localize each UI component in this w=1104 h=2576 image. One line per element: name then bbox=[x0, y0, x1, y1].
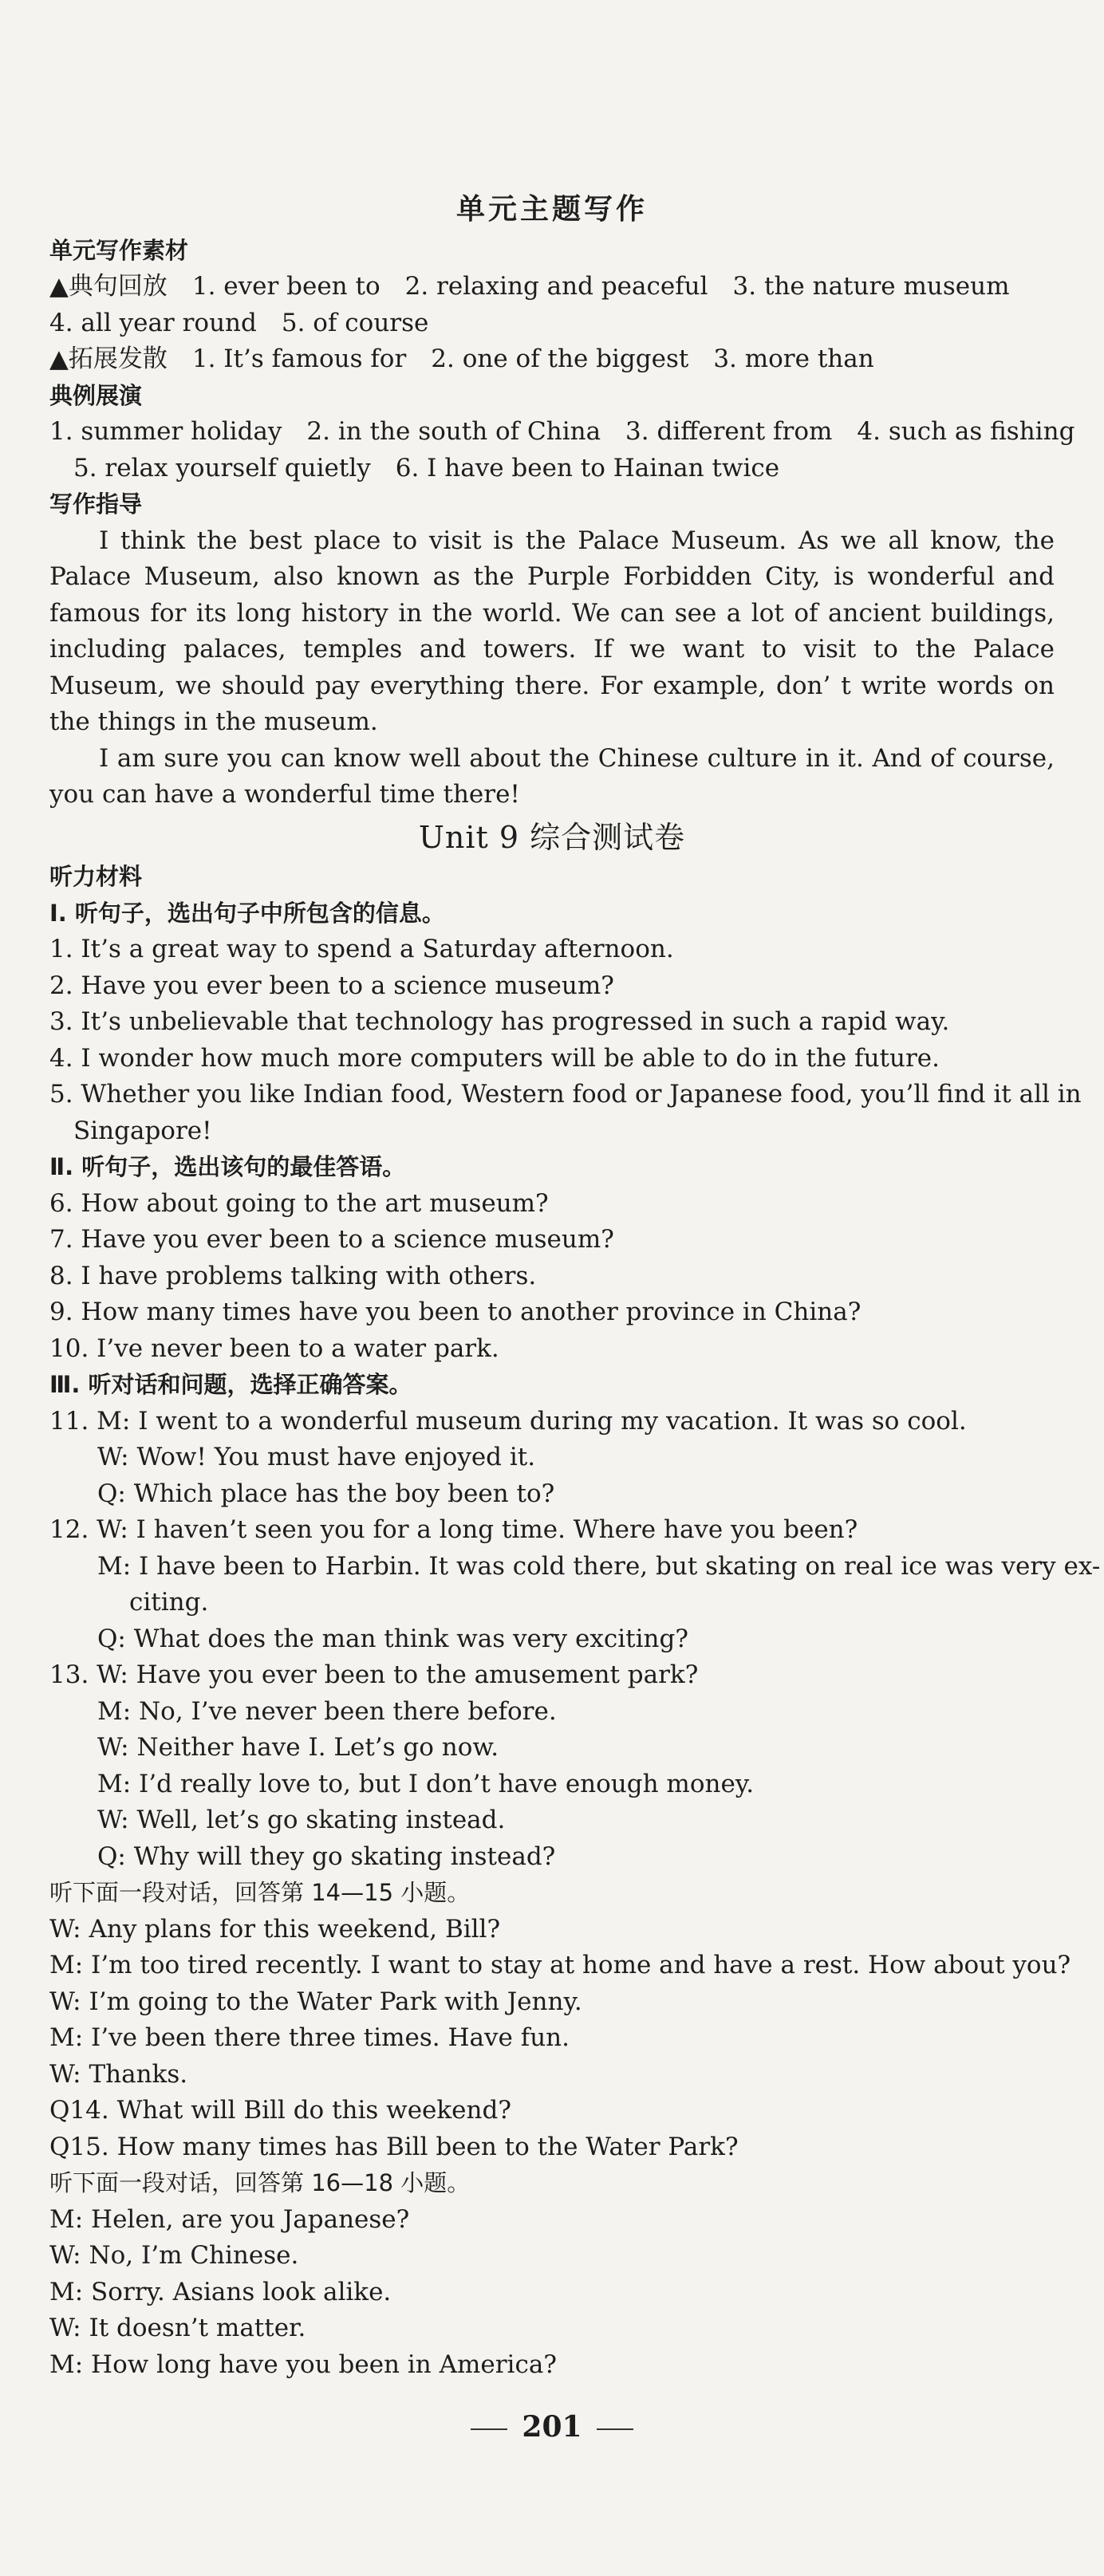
footer-dash-right bbox=[597, 2428, 633, 2430]
guide-heading: 写作指导 bbox=[49, 490, 143, 518]
dialogue-line: M: Helen, are you Japanese? bbox=[49, 2204, 410, 2234]
question-line: 1. It’s a great way to spend a Saturday afternoon. bbox=[49, 935, 674, 963]
question-line: 6. How about going to the art museum? bbox=[49, 1188, 549, 1218]
question-line: 2. Have you ever been to a science museum? bbox=[49, 971, 614, 1000]
dialogue-line: M: Sorry. Asians look alike. bbox=[49, 2277, 392, 2306]
test-title: Unit 9 综合测试卷 bbox=[418, 819, 686, 855]
dialogue-line: Q: What does the man think was very exciting? bbox=[97, 1624, 688, 1653]
dialogue-line: citing. bbox=[129, 1588, 209, 1617]
question-line: 5. Whether you like Indian food, Western food or Japanese food, you’ll find it all in bbox=[49, 1080, 1082, 1109]
page-content bbox=[49, 191, 1101, 2383]
dialogue-line: W: I’m going to the Water Park with Jenny. bbox=[49, 1987, 582, 2016]
essay-paragraph: I am sure you can know well about the Chinese culture in it. And of course, you can have a wonderful time there! bbox=[49, 743, 1055, 809]
dialogue-line: 12. W: I haven’t seen you for a long time. Where have you been? bbox=[49, 1515, 858, 1544]
question-line: 8. I have problems talking with others. bbox=[49, 1261, 537, 1290]
dialogue-line: M: How long have you been in America? bbox=[49, 2350, 557, 2379]
part3-heading: Ⅲ. 听对话和问题，选择正确答案。 bbox=[49, 1371, 412, 1398]
dialogue-line: M: I’ve been there three times. Have fun. bbox=[49, 2023, 570, 2052]
dialogue-line: Q: Why will they go skating instead? bbox=[97, 1841, 556, 1871]
dialogue-line: Q: Which place has the boy been to? bbox=[97, 1479, 555, 1508]
dialogue-line: W: No, I’m Chinese. bbox=[49, 2241, 299, 2270]
page-footer bbox=[0, 2410, 1104, 2444]
dialogue-intro: 听下面一段对话，回答第 14—15 小题。 bbox=[49, 1879, 471, 1906]
dialogue-line: Q14. What will Bill do this weekend? bbox=[49, 2096, 511, 2125]
footer-dash-left bbox=[471, 2428, 507, 2430]
question-line: 3. It’s unbelievable that technology has progressed in such a rapid way. bbox=[49, 1007, 950, 1036]
text-line: ▲拓展发散 1. It’s famous for 2. one of the biggest 3. more than bbox=[49, 345, 874, 373]
question-line: 4. I wonder how much more computers will be able to do in the future. bbox=[49, 1043, 940, 1073]
dialogue-intro: 听下面一段对话，回答第 16—18 小题。 bbox=[49, 2169, 471, 2196]
dialogue-line: M: No, I’ve never been there before. bbox=[97, 1696, 557, 1726]
dialogue-line: W: Any plans for this weekend, Bill? bbox=[49, 1914, 501, 1944]
text-line: 4. all year round 5. of course bbox=[49, 308, 429, 337]
text-line: 1. summer holiday 2. in the south of China 3. different from 4. such as fishing bbox=[49, 417, 1075, 446]
dialogue-line: Q15. How many times has Bill been to the Water Park? bbox=[49, 2132, 739, 2161]
dialogue-line: W: Thanks. bbox=[49, 2059, 188, 2089]
essay-paragraph: I think the best place to visit is the Palace Museum. As we all know, the Palace Museum, also known as the Purple Forbidden City, is wonderful and famous for its long history in the world. We can see a lot of ancient buildings, including palaces, temples and towers. If we want to visit to the Palace Museum, we should pay everything there. For example, don’ t write words on the things in the museum. bbox=[49, 526, 1055, 736]
dialogue-line: W: Neither have I. Let’s go now. bbox=[97, 1733, 499, 1762]
dialogue-line: W: Well, let’s go skating instead. bbox=[97, 1806, 506, 1834]
part2-heading: Ⅱ. 听句子，选出该句的最佳答语。 bbox=[49, 1153, 406, 1180]
question-line: 9. How many times have you been to another province in China? bbox=[49, 1298, 862, 1326]
dialogue-line: W: Wow! You must have enjoyed it. bbox=[97, 1443, 536, 1471]
dialogue-line: M: I have been to Harbin. It was cold there, but skating on real ice was very ex- bbox=[97, 1551, 1101, 1581]
example-heading: 典例展演 bbox=[49, 381, 143, 409]
text-line: 5. relax yourself quietly 6. I have been to Hainan twice bbox=[73, 453, 780, 483]
question-line: Singapore! bbox=[73, 1116, 212, 1145]
part1-heading: Ⅰ. 听句子，选出句子中所包含的信息。 bbox=[49, 899, 445, 927]
dialogue-line: 13. W: Have you ever been to the amusement park? bbox=[49, 1660, 699, 1689]
text-line: ▲典句回放 1. ever been to 2. relaxing and peaceful 3. the nature museum bbox=[49, 272, 1010, 301]
page-number: 201 bbox=[522, 2410, 582, 2444]
question-line: 10. I’ve never been to a water park. bbox=[49, 1333, 499, 1363]
dialogue-line: 11. M: I went to a wonderful museum during my vacation. It was so cool. bbox=[49, 1406, 967, 1436]
dialogue-line: M: I’d really love to, but I don’t have enough money. bbox=[97, 1769, 755, 1798]
listening-heading: 听力材料 bbox=[49, 863, 143, 890]
dialogue-line: M: I’m too tired recently. I want to stay at home and have a rest. How about you? bbox=[49, 1951, 1071, 1979]
question-line: 7. Have you ever been to a science museum? bbox=[49, 1225, 614, 1254]
dialogue-line: W: It doesn’t matter. bbox=[49, 2314, 306, 2342]
writing-title: 单元主题写作 bbox=[455, 192, 648, 226]
material-heading: 单元写作素材 bbox=[49, 236, 189, 264]
